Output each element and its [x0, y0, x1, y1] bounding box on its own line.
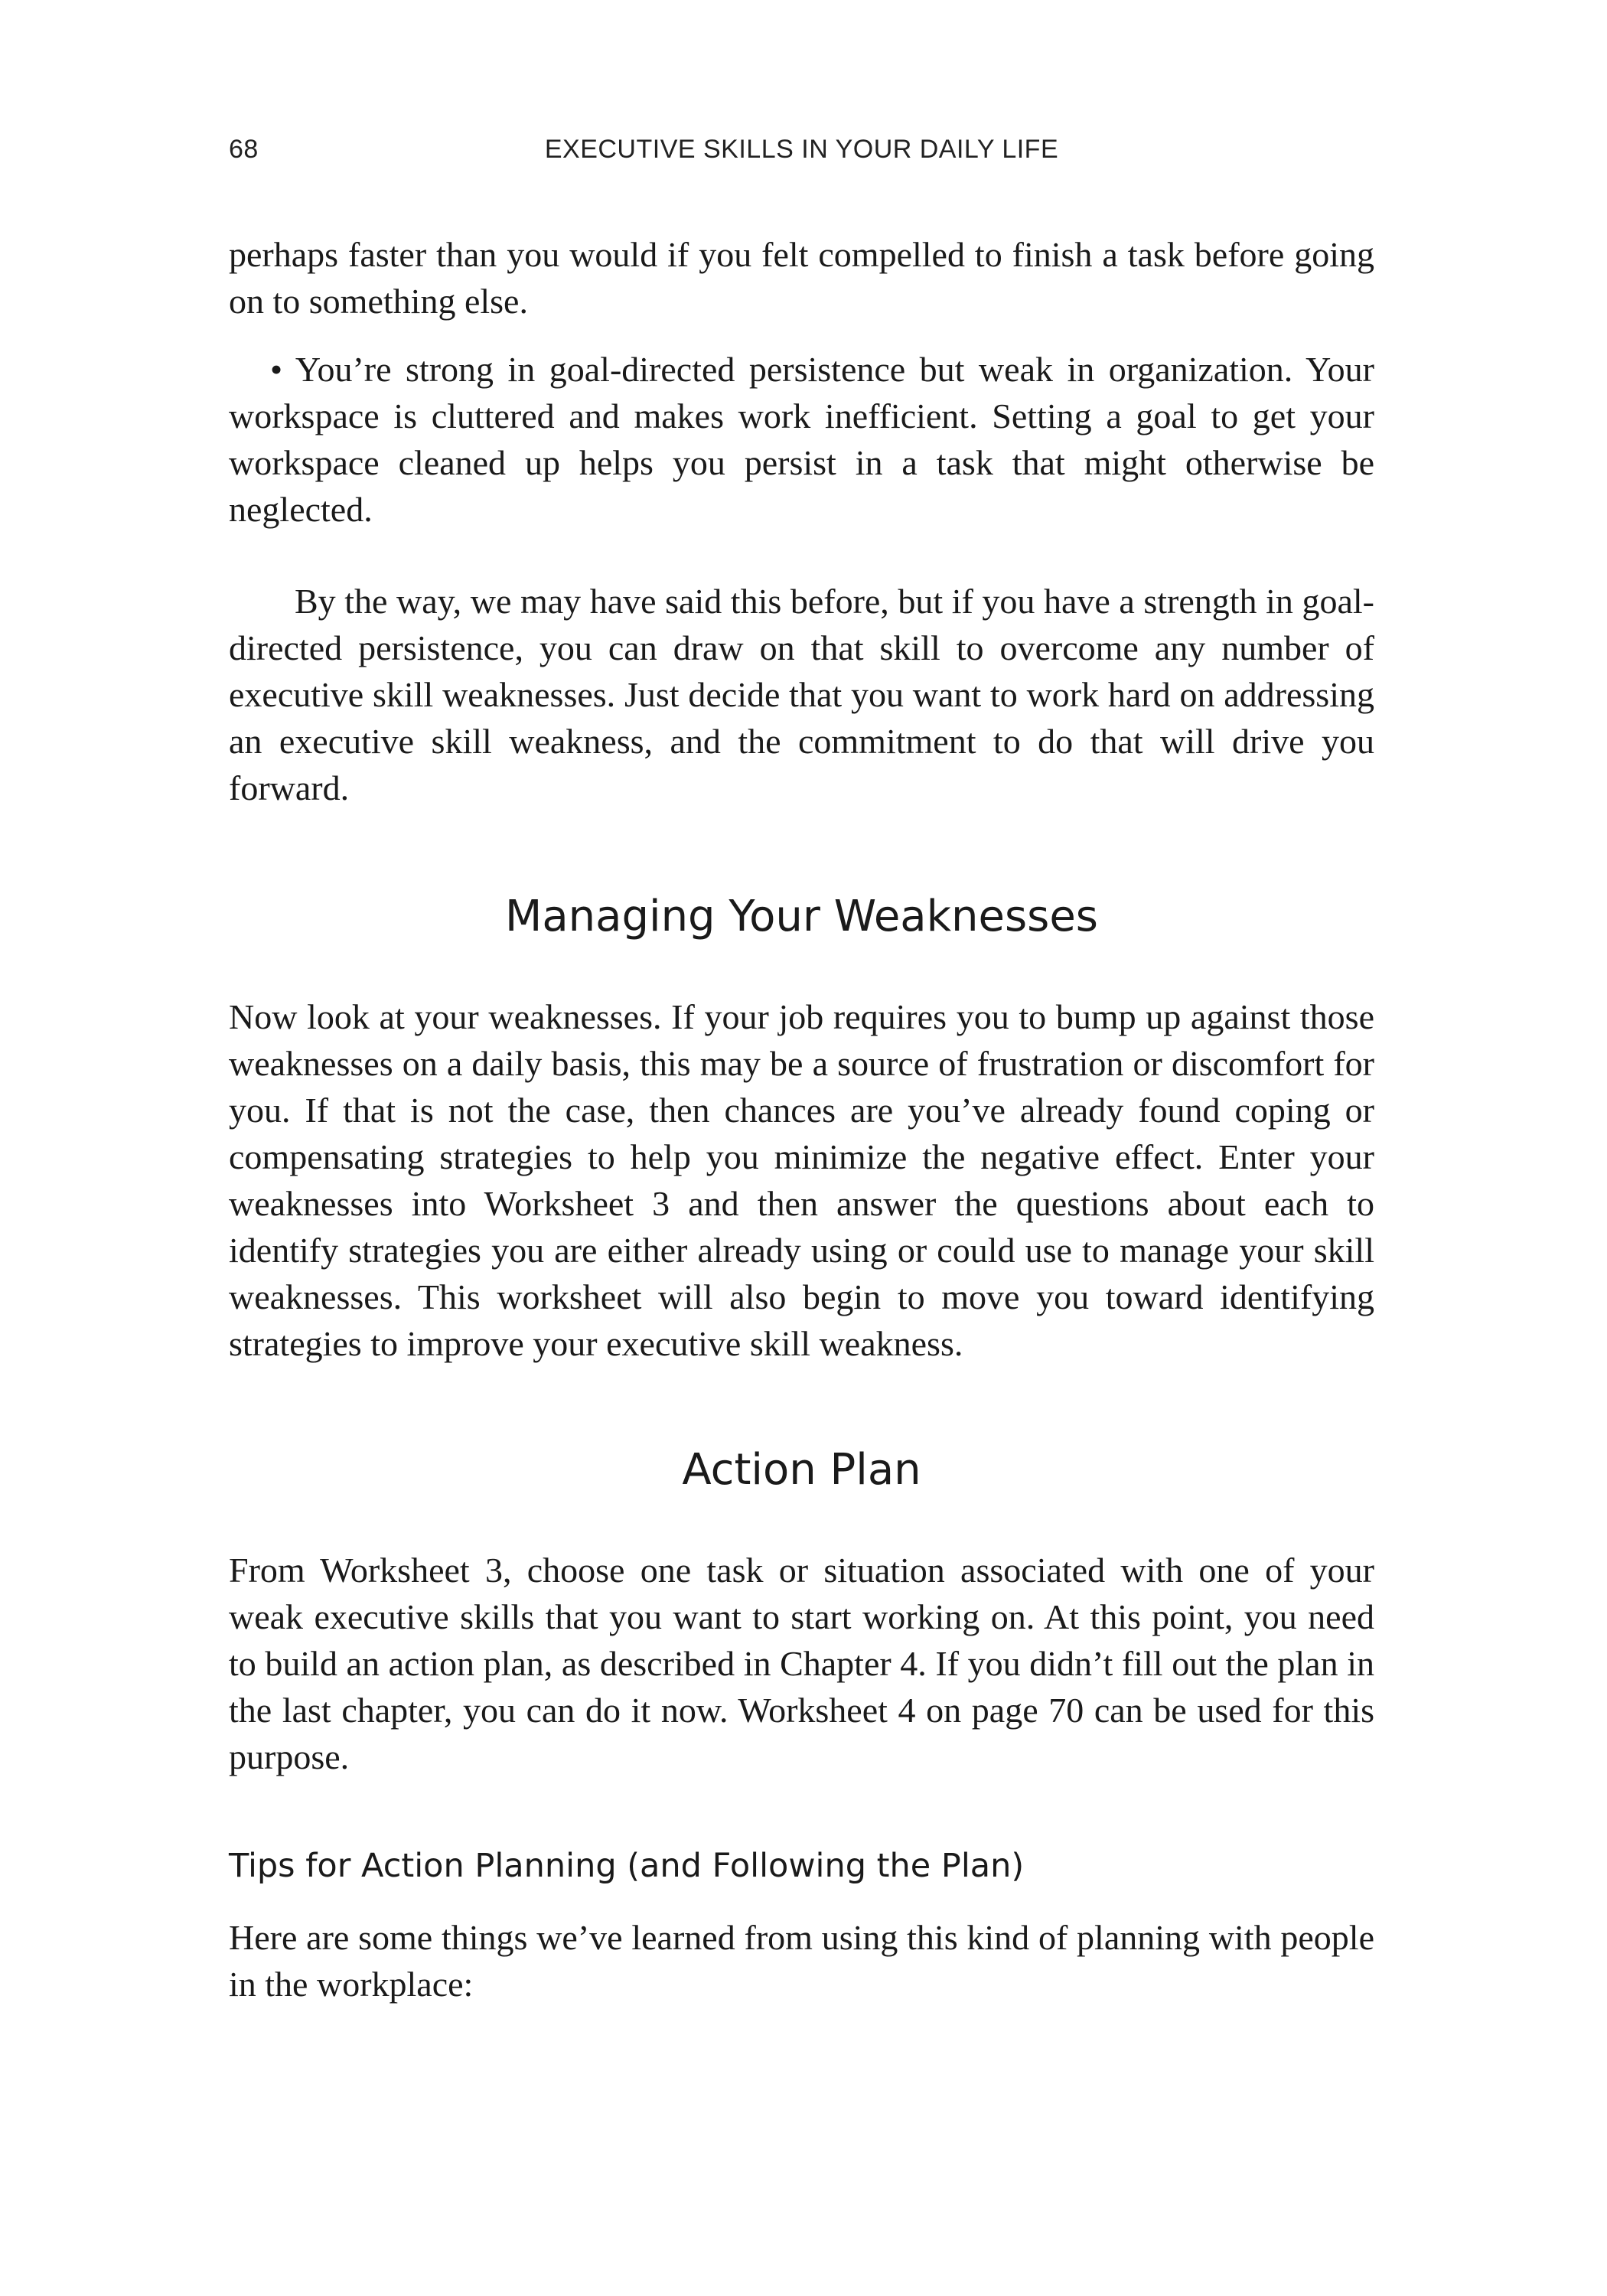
- weaknesses-paragraph: Now look at your weaknesses. If your job requires you to bump up against those weaknesses on a daily basis, this may be a source of frustration or discomfort for you. If that is not the case, then chances are you’ve already found coping or compensating strategies to help you minimize the negative effect. Enter your weaknesses into Worksheet 3 and then answer the questions about each to identify strategies you are either already using or could use to manage your skill weaknesses. This worksheet will also begin to move you toward identifying strategies to improve your executive skill weakness.: [229, 997, 1374, 1363]
- section-heading-action-plan: Action Plan: [682, 1445, 921, 1495]
- section-heading-weaknesses: Managing Your Weaknesses: [505, 892, 1098, 941]
- tips-paragraph: Here are some things we’ve learned from using this kind of planning with people in the workplace:: [229, 1918, 1374, 2004]
- bullet-paragraph: • You’re strong in goal-directed persistence but weak in organization. Your workspace is cluttered and makes work inefficient. Setting a goal to get your workspace cleaned up helps you persist in a task that might otherwise be neglected.: [229, 350, 1374, 529]
- subheading-tips: Tips for Action Planning (and Following the Plan): [229, 1847, 1025, 1885]
- running-title: EXECUTIVE SKILLS IN YOUR DAILY LIFE: [544, 135, 1059, 164]
- running-head: [229, 135, 1374, 181]
- by-the-way-paragraph: By the way, we may have said this before, but if you have a strength in goal-directed persistence, you can draw on that skill to overcome any number of executive skill weaknesses. Just decide that you want to work hard on addressing an executive skill weakness, and the commitment to do that will drive you forward.: [229, 582, 1374, 807]
- page-number: 68: [229, 135, 259, 164]
- action-plan-paragraph: From Worksheet 3, choose one task or situation associated with one of your weak executive skills that you want to start working on. At this point, you need to build an action plan, as described in Chapter 4. If you didn’t fill out the plan in the last chapter, you can do it now. Worksheet 4 on page 70 can be used for this purpose.: [229, 1551, 1374, 1776]
- continuation-paragraph: perhaps faster than you would if you felt compelled to finish a task before going on to something else.: [229, 235, 1374, 321]
